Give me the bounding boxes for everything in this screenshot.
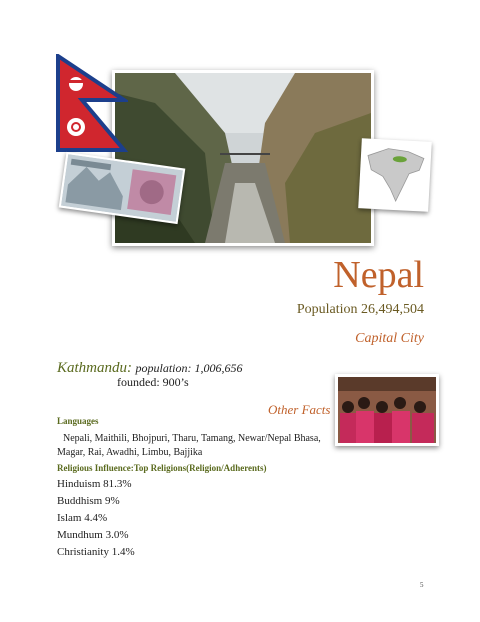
religion-item: Christianity 1.4% xyxy=(57,546,135,558)
capital-population: population: 1,006,656 xyxy=(135,361,243,375)
religion-heading: Religious Influence:Top Religions(Religion/Adherents) xyxy=(57,463,267,473)
capital-name: Kathmandu: xyxy=(57,360,132,376)
languages-heading: Languages xyxy=(57,416,99,426)
locator-map xyxy=(358,138,432,212)
nepal-flag xyxy=(54,54,128,154)
capital-founded: founded: 900’s xyxy=(117,375,189,389)
religion-list xyxy=(57,476,135,561)
religion-item: Mundhum 3.0% xyxy=(57,529,129,541)
country-title: Nepal xyxy=(333,254,424,296)
languages-text: Nepali, Maithili, Bhojpuri, Tharu, Tamang, Newar/Nepal Bhasa, Magar, Rai, Awadhi, Limbu, Bajjika xyxy=(57,433,321,458)
religion-item: Buddhism 9% xyxy=(57,495,120,507)
religion-item: Hinduism 81.3% xyxy=(57,478,132,490)
page-number: 5 xyxy=(420,581,424,589)
religion-item: Islam 4.4% xyxy=(57,512,108,524)
capital-city-heading: Capital City xyxy=(355,331,424,346)
other-facts-heading: Other Facts xyxy=(268,402,331,417)
population-text: Population 26,494,504 xyxy=(296,302,424,317)
people-photo xyxy=(335,374,439,446)
